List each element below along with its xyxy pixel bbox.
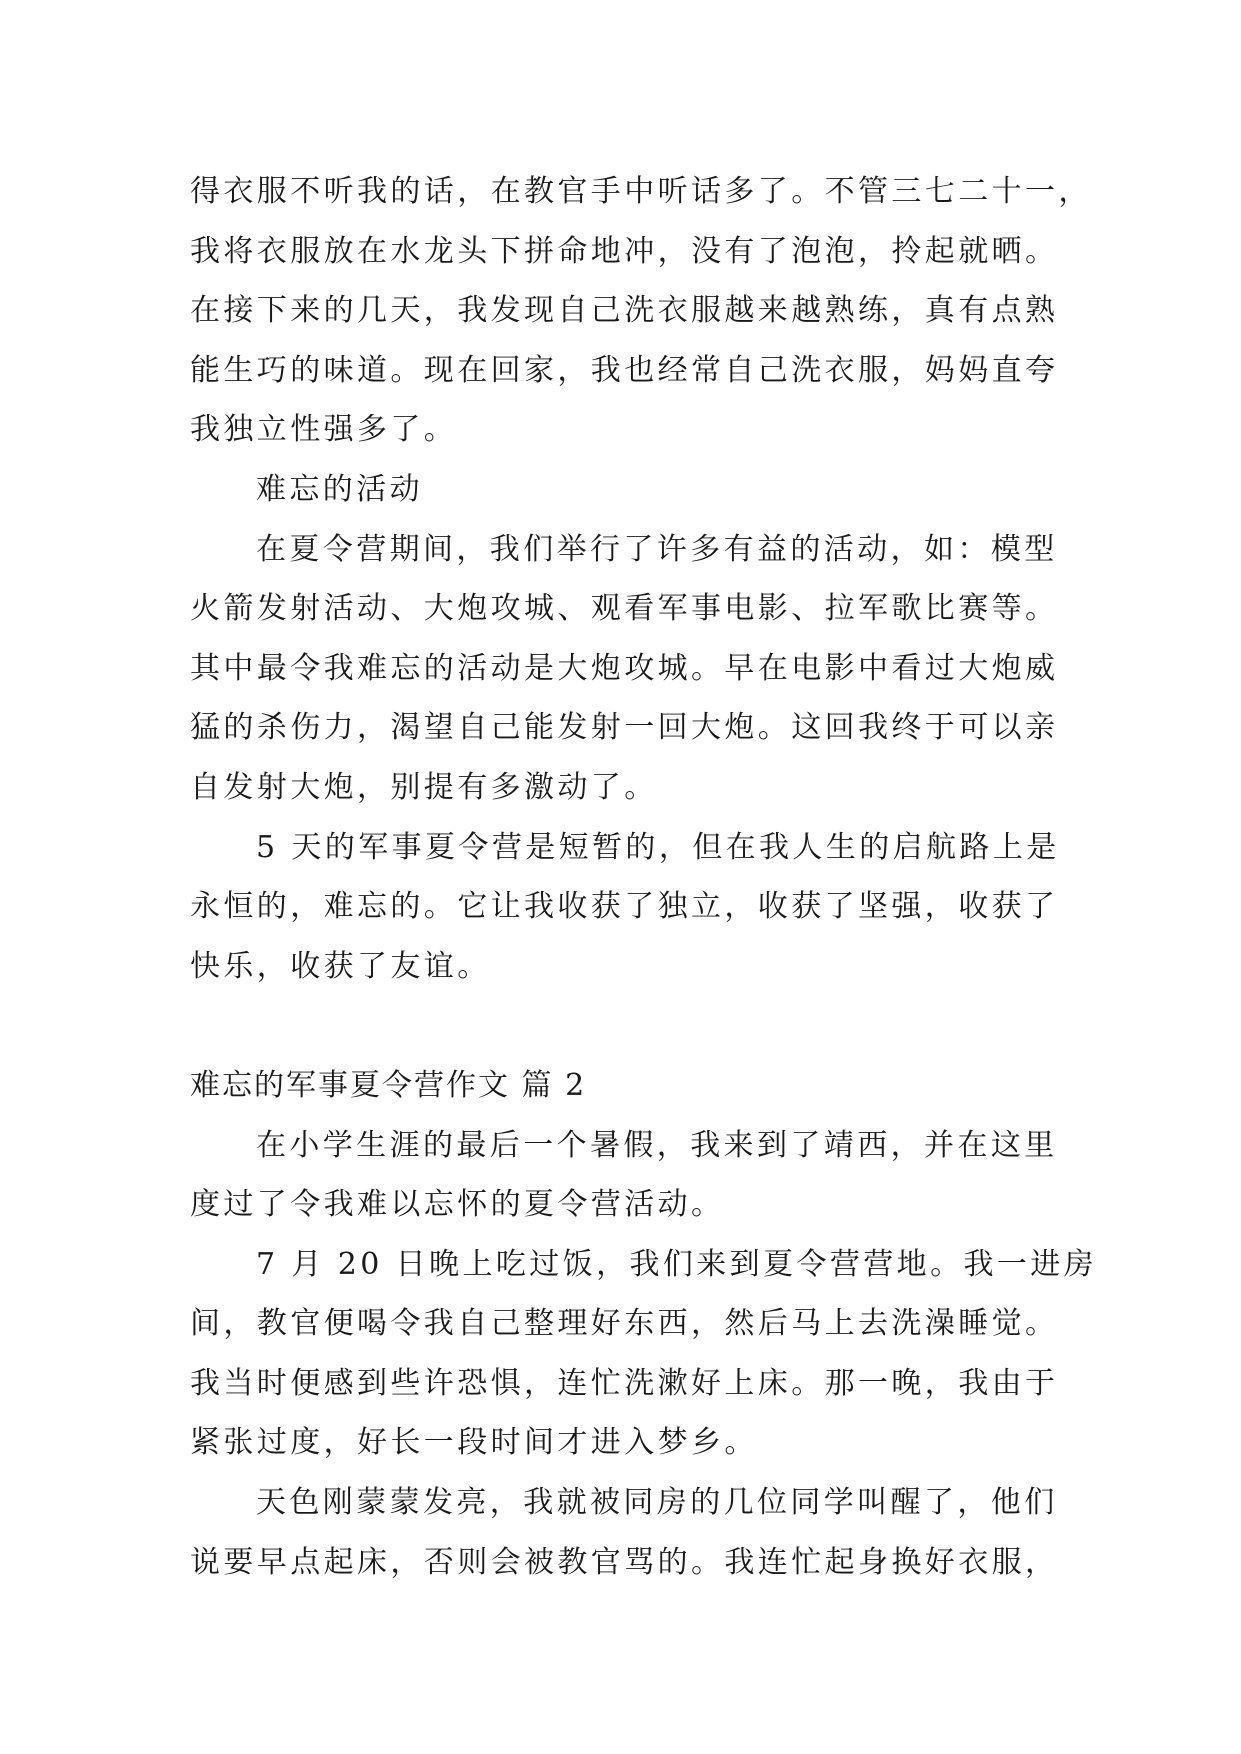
paragraph-start-line: 5 天的军事夏令营是短暂的，但在我人生的启航路上是: [256, 829, 1060, 865]
text-line: 得衣服不听我的话，在教官手中听话多了。不管三七二十一，: [190, 174, 1092, 209]
text-line: 在接下来的几天，我发现自己洗衣服越来越熟练，真有点熟: [190, 293, 1059, 329]
text-line: 能生巧的味道。现在回家，我也经常自己洗衣服，妈妈直夸: [190, 352, 1059, 388]
paragraph-start-line: 7 月 20 日晚上吃过饭，我们来到夏令营营地。我一进房: [256, 1246, 1098, 1282]
text-line: 我独立性强多了。: [190, 412, 458, 448]
text-line: 火箭发射活动、大炮攻城、观看军事电影、拉军歌比赛等。: [190, 591, 1059, 627]
text-line: 猛的杀伤力，渴望自己能发射一回大炮。这回我终于可以亲: [190, 710, 1059, 746]
text-line: 紧张过度，好长一段时间才进入梦乡。: [190, 1425, 758, 1461]
paragraph-start-line: 在小学生涯的最后一个暑假，我来到了靖西，并在这里: [256, 1127, 1058, 1163]
text-line: 间，教官便喝令我自己整理好东西，然后马上去洗澡睡觉。: [190, 1306, 1059, 1342]
text-line: 我将衣服放在水龙头下拼命地冲，没有了泡泡，拎起就晒。: [190, 233, 1059, 269]
text-line: 度过了令我难以忘怀的夏令营活动。: [190, 1187, 725, 1223]
text-line: 说要早点起床，否则会被教官骂的。我连忙起身换好衣服，: [190, 1544, 1059, 1580]
section-heading: 难忘的活动: [256, 471, 423, 507]
text-line: 自发射大炮，别提有多激动了。: [190, 769, 658, 805]
paragraph-start-line: 在夏令营期间，我们举行了许多有益的活动，如：模型: [256, 531, 1058, 567]
paragraph-start-line: 天色刚蒙蒙发亮，我就被同房的几位同学叫醒了，他们: [256, 1485, 1058, 1521]
text-line: 永恒的，难忘的。它让我收获了独立，收获了坚强，收获了: [190, 889, 1059, 925]
text-line: 其中最令我难忘的活动是大炮攻城。早在电影中看过大炮威: [190, 650, 1059, 686]
document-body: [190, 162, 1098, 1592]
text-line: 快乐，收获了友谊。: [190, 948, 491, 984]
article-title: 难忘的军事夏令营作文 篇 2: [190, 1067, 587, 1103]
blank-line: [190, 996, 1070, 1056]
text-line: 我当时便感到些许恐惧，连忙洗漱好上床。那一晚，我由于: [190, 1365, 1059, 1401]
